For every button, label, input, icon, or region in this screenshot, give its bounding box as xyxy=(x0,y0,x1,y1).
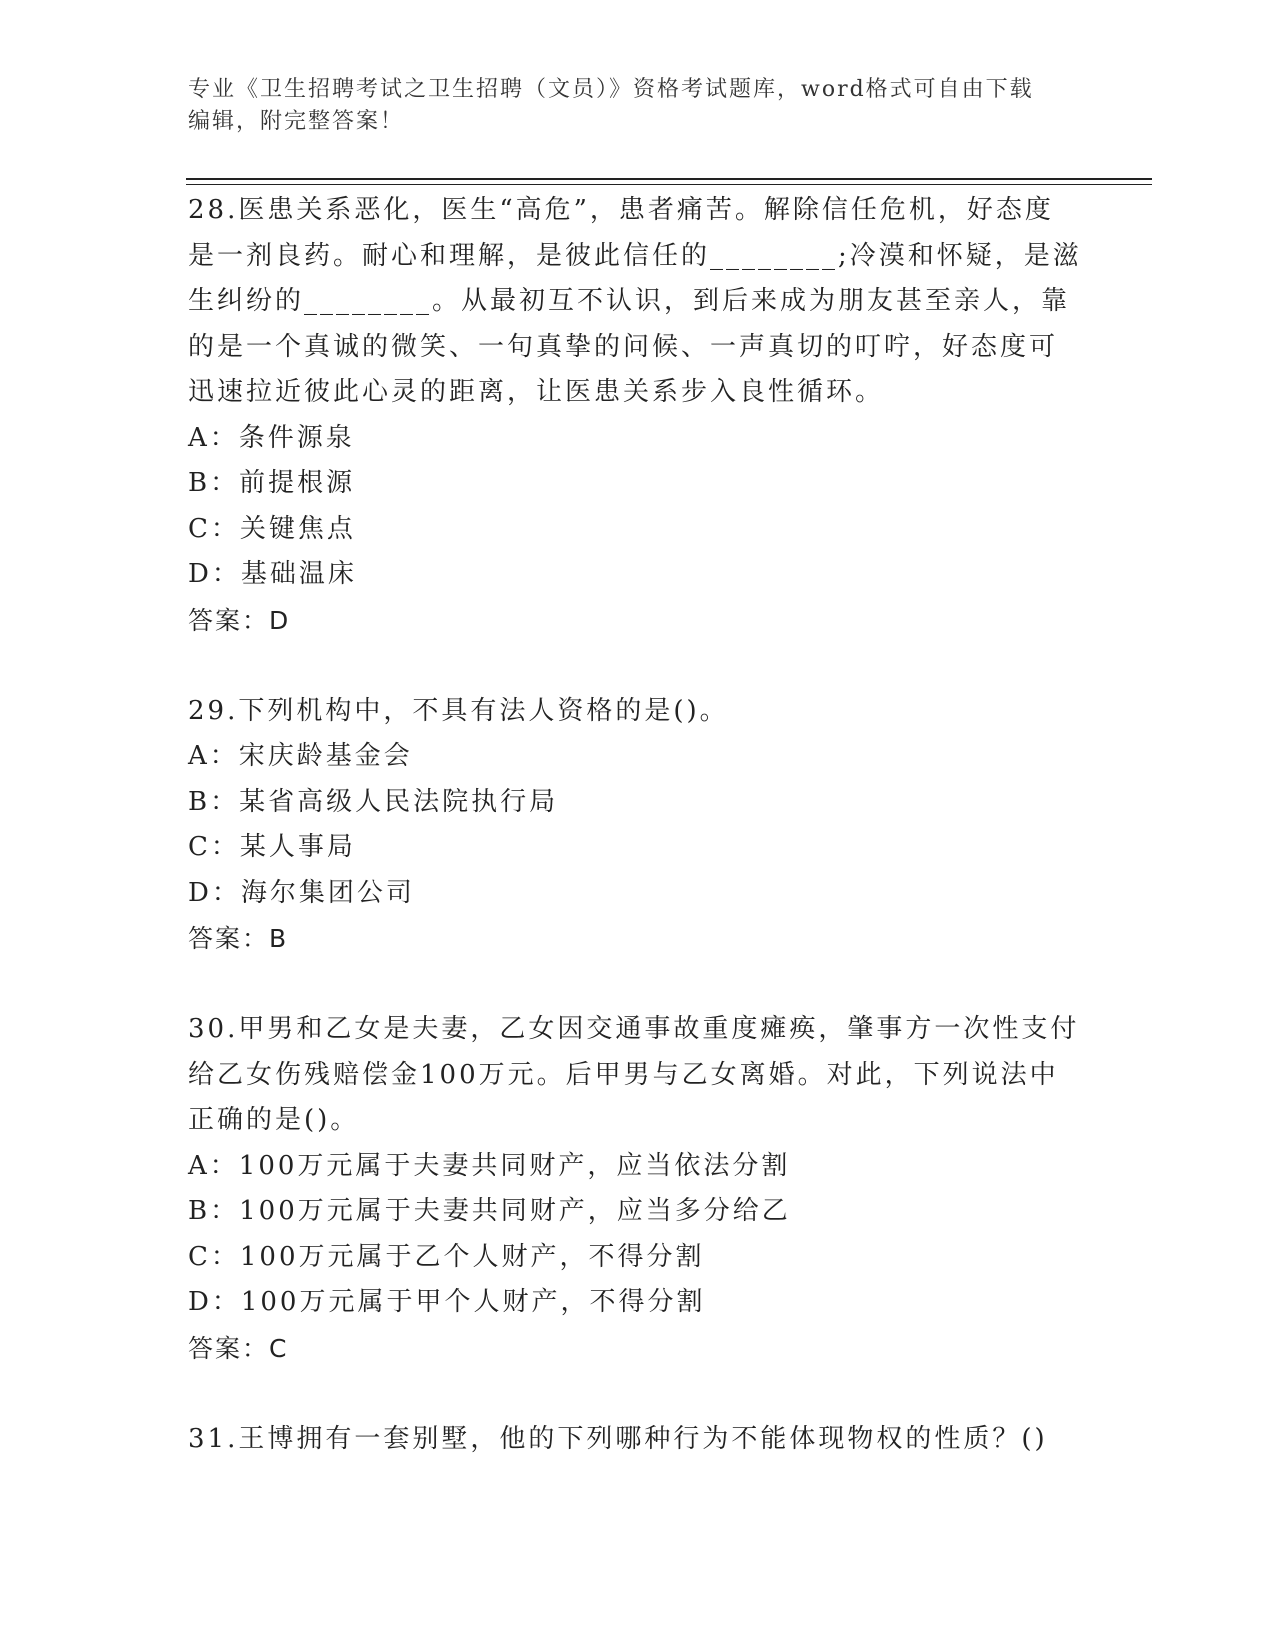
option-d: D：100万元属于甲个人财产，不得分割 xyxy=(188,1287,706,1317)
answer-label: 答案：D xyxy=(188,605,291,635)
option-c: C：100万元属于乙个人财产，不得分割 xyxy=(188,1241,705,1272)
question-text-line: 正确的是()。 xyxy=(188,1105,360,1135)
answer-label: 答案：C xyxy=(188,1333,289,1363)
question-text-line: 生纠纷的________。从最初互不认识，到后来成为朋友甚至亲人，靠 xyxy=(188,286,1071,316)
question-spacer xyxy=(188,962,1088,1008)
question-text-line: 给乙女伤残赔偿金100万元。后甲男与乙女离婚。对此，下列说法中 xyxy=(188,1059,1059,1090)
question-text-line: 是一剂良药。耐心和理解，是彼此信任的________;冷漠和怀疑，是滋 xyxy=(188,240,1082,271)
question-spacer xyxy=(188,643,1088,689)
header-line-1: 专业《卫生招聘考试之卫生招聘（文员）》资格考试题库，word格式可自由下载 xyxy=(188,77,1034,102)
question-spacer xyxy=(188,1371,1088,1417)
question-text-line: 迅速拉近彼此心灵的距离，让医患关系步入良性循环。 xyxy=(188,377,885,407)
question-text-line: 28.医患关系恶化，医生“高危”，患者痛苦。解除信任危机，好态度 xyxy=(188,195,1054,225)
option-a: A：100万元属于夫妻共同财产，应当依法分割 xyxy=(188,1150,791,1181)
question-list xyxy=(188,188,1088,1462)
option-c: C：某人事局 xyxy=(188,832,356,862)
question-30 xyxy=(188,1007,1088,1371)
option-a: A：宋庆龄基金会 xyxy=(188,741,413,771)
question-29 xyxy=(188,689,1088,962)
header-divider-thick xyxy=(186,178,1152,180)
question-text-line: 29.下列机构中，不具有法人资格的是()。 xyxy=(188,695,729,726)
option-d: D：基础温床 xyxy=(188,559,357,589)
question-text-line: 31.王博拥有一套别墅，他的下列哪种行为不能体现物权的性质？() xyxy=(188,1423,1048,1454)
question-text-line: 的是一个真诚的微笑、一句真挚的问候、一声真切的叮咛，好态度可 xyxy=(188,331,1059,362)
option-b: B：某省高级人民法院执行局 xyxy=(188,786,559,817)
option-d: D：海尔集团公司 xyxy=(188,877,415,908)
option-a: A：条件源泉 xyxy=(188,422,355,453)
header-line-2: 编辑，附完整答案！ xyxy=(188,109,405,134)
document-header xyxy=(188,74,1088,138)
question-28 xyxy=(188,188,1088,643)
header-divider-thin xyxy=(186,184,1152,185)
question-31 xyxy=(188,1417,1088,1463)
option-b: B：100万元属于夫妻共同财产，应当多分给乙 xyxy=(188,1196,791,1226)
question-text-line: 30.甲男和乙女是夫妻，乙女因交通事故重度瘫痪，肇事方一次性支付 xyxy=(188,1014,1080,1044)
option-b: B：前提根源 xyxy=(188,468,356,498)
option-c: C：关键焦点 xyxy=(188,513,356,544)
answer-label: 答案：B xyxy=(188,924,289,953)
